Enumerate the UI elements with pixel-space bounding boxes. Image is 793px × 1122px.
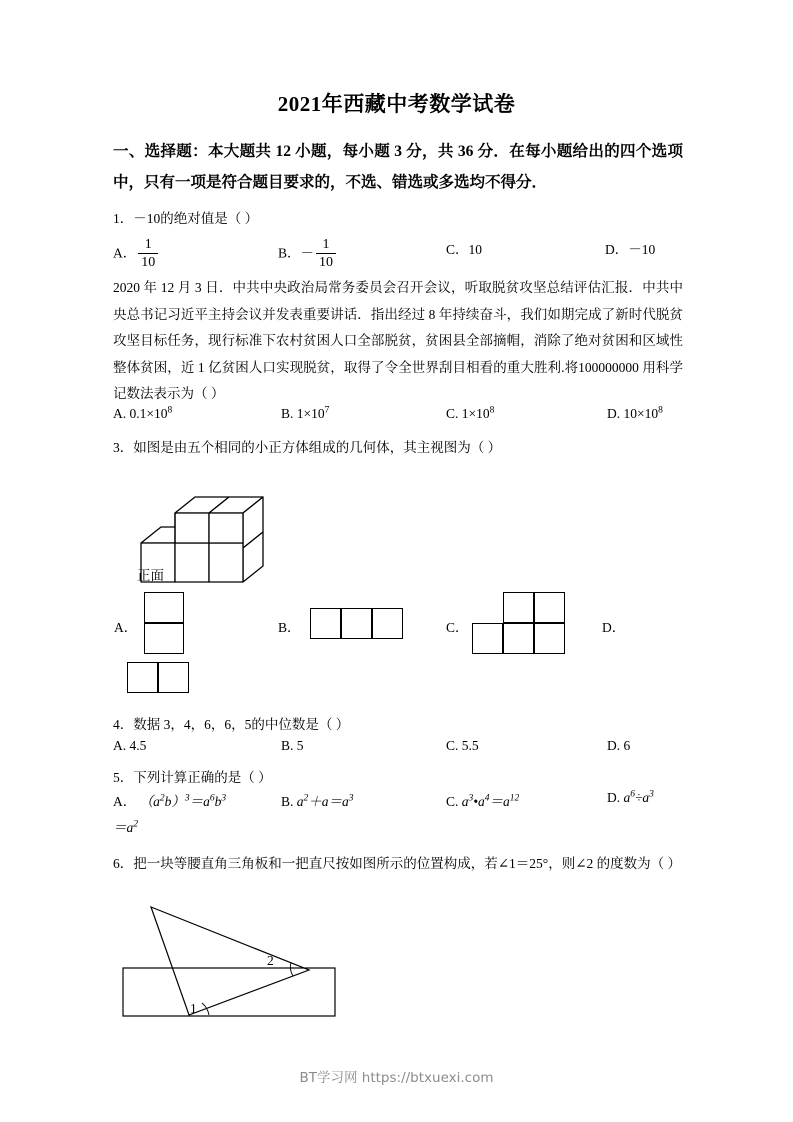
fraction-one-tenth	[316, 237, 336, 270]
question-3-option-d-shape[interactable]	[127, 662, 197, 696]
question-3-number: 3．	[113, 440, 134, 455]
question-1-option-b[interactable]	[278, 238, 338, 271]
question-5-option-a[interactable]	[113, 790, 226, 810]
question-2-option-b[interactable]	[281, 406, 329, 422]
option-expression: $a^2+a=a^3$	[296, 793, 354, 809]
question-4-option-c[interactable]: C. 5.5	[446, 738, 479, 753]
question-3-option-c-label[interactable]: C．	[446, 620, 469, 635]
question-2-option-d[interactable]	[607, 406, 663, 422]
question-5-number: 5．	[113, 770, 134, 785]
question-6-geometry-figure	[113, 896, 403, 1036]
question-3-text: 如图是由五个相同的小正方体组成的几何体，其主视图为（ ）	[133, 440, 502, 455]
grid-cell	[472, 623, 503, 654]
option-expression: $(a^2b)^3=a^6b^3$	[139, 793, 227, 809]
option-label: A．	[113, 245, 137, 261]
question-3-option-a-label[interactable]: A．	[114, 620, 138, 635]
option-label: A. 0.1×10	[113, 406, 168, 421]
question-4-option-b[interactable]: B. 5	[281, 738, 304, 753]
question-5-option-d[interactable]	[607, 790, 654, 806]
question-2-option-c[interactable]	[446, 406, 494, 422]
grid-cell	[372, 608, 403, 639]
question-3-option-b-label[interactable]: B．	[278, 620, 301, 635]
question-4-stem	[113, 712, 683, 738]
question-5-option-d-continuation	[113, 816, 138, 836]
option-exponent: 8	[167, 405, 173, 416]
question-4-option-a[interactable]: A. 4.5	[113, 738, 147, 753]
option-label: D. 10×10	[607, 406, 659, 421]
option-expression-continued: $=a^2$	[113, 819, 138, 835]
question-5-stem	[113, 765, 683, 791]
question-5-option-c[interactable]	[446, 790, 519, 810]
question-1-option-d[interactable]: D．－10	[605, 242, 656, 257]
grid-cell	[503, 592, 534, 623]
question-3-option-b-shape[interactable]	[310, 608, 425, 640]
question-1-stem	[113, 206, 683, 232]
footer-watermark: BT学习网 https://btxuexi.com	[299, 1070, 494, 1086]
section-heading: 一、选择题：本大题共 12 小题，每小题 3 分，共 36 分．在每小题给出的四个选项中，只有一项是符合题目要求的，不选、错选或多选均不得分．	[113, 143, 683, 191]
option-label: C.	[446, 794, 459, 809]
grid-cell	[503, 623, 534, 654]
question-6-angle-1-label: 1	[190, 1001, 197, 1016]
question-4-option-d[interactable]: D. 6	[607, 738, 631, 753]
question-5-option-b[interactable]	[281, 790, 354, 810]
fraction-denominator: 10	[141, 255, 156, 270]
option-expression: $a^6\div a^3$	[623, 789, 654, 805]
grid-cell	[144, 592, 184, 623]
fraction-numerator: 1	[138, 237, 158, 254]
grid-cell	[341, 608, 372, 639]
fraction-denominator: 10	[319, 255, 334, 270]
grid-cell	[127, 662, 158, 693]
question-2-stem	[113, 275, 683, 408]
question-2-option-a[interactable]	[113, 406, 172, 422]
question-6-text: 把一块等腰直角三角板和一把直尺按如图所示的位置构成，若∠1＝25°，则∠2 的度数为（ ）	[133, 856, 682, 871]
question-2-text: 2020 年 12 月 3 日．中共中央政治局常务委员会召开会议，听取脱贫攻坚总结评估汇报．中共中央总书记习近平主持会议并发表重要讲话．指出经过 8 年持续奋斗，我们如期完成了新时代脱贫攻坚目标任务，现行标准下农村贫困人口全部脱贫，贫困县全部摘帽，消除了绝对贫困和区域性整体贫困，近 1 亿贫困人口实现脱贫，取得了令全世界刮目相看的重大胜利.将100000000 用科学记数法表示为（ ）	[113, 280, 683, 401]
question-3-option-a-shape[interactable]	[144, 592, 196, 654]
question-4-number: 4．	[113, 717, 134, 732]
question-6-stem	[113, 851, 683, 877]
question-5-text: 下列计算正确的是（ ）	[133, 770, 272, 785]
page-title: 2021年西藏中考数学试卷	[277, 92, 516, 116]
question-1-number: 1．	[113, 211, 134, 226]
question-1-text: －10的绝对值是（ ）	[133, 211, 259, 226]
fraction-numerator: 1	[316, 237, 336, 254]
option-exponent: 8	[658, 405, 663, 416]
question-1-option-c[interactable]: C．10	[446, 242, 483, 257]
question-6-angle-2-label: 2	[267, 953, 274, 968]
option-label: B．	[278, 245, 301, 261]
option-label: B. 1×10	[281, 406, 325, 421]
option-label: C. 1×10	[446, 406, 490, 421]
fraction-one-tenth	[138, 237, 158, 270]
grid-cell	[310, 608, 341, 639]
grid-cell	[144, 623, 184, 654]
question-3-stem	[113, 435, 683, 461]
question-4-text: 数据 3，4，6，6，5的中位数是（ ）	[133, 717, 350, 732]
minus-sign: －	[300, 245, 315, 261]
question-6-number: 6．	[113, 856, 134, 871]
question-3-option-d-label[interactable]: D．	[602, 620, 626, 635]
option-expression: $a^3•a^4=a^{12}$	[461, 793, 520, 809]
option-label: A．	[113, 794, 137, 809]
question-3-option-c-shape[interactable]	[472, 592, 572, 656]
question-1-option-a[interactable]	[113, 238, 160, 271]
question-3-figure-caption: 正面	[137, 568, 164, 583]
grid-cell	[158, 662, 189, 693]
option-exponent: 7	[324, 405, 330, 416]
question-1-options	[113, 232, 691, 278]
option-exponent: 8	[489, 405, 495, 416]
grid-cell	[534, 623, 565, 654]
option-label: B.	[281, 794, 294, 809]
option-label: D.	[607, 790, 621, 805]
grid-cell	[534, 592, 565, 623]
